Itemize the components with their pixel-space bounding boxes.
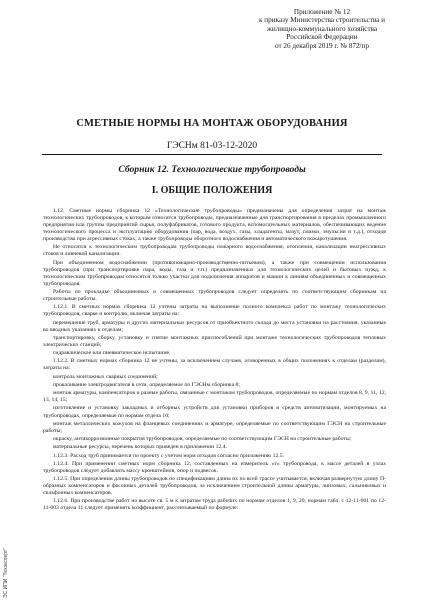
paragraph: 1.12.6. При производстве работ на высоте св. 5 м к затратам труда рабочих по нормам отделов 1, 9, 20, нормам табл. с 12-11-001 по 12-11-003 отдела 11 следует применять коэффициент, рассчитываемый по формуле: (43, 498, 386, 512)
paragraph: Не относятся к технологическим трубопроводам трубопроводы пожарного водоснабжения, отопления, канализации неагрессивных стоков и ливневой канализации. (43, 244, 386, 258)
paragraph: монтаж арматуры, компенсаторов и разные работы, связанные с монтажом трубопроводов, определяемые по нормам отделов 8, 9, 11, 12, 13, 14, 15; (43, 390, 386, 404)
body-text (43, 208, 386, 514)
paragraph: монтаж металлических кожухов на фланцевых соединениях и арматуре, определяемые по соответствующим ГЭСН на строительные работы; (43, 420, 386, 434)
document-title: СМЕТНЫЕ НОРМЫ НА МОНТАЖ ОБОРУДОВАНИЯ (76, 118, 348, 129)
collection-title: Сборник 12. Технологические трубопроводы (118, 164, 306, 175)
appendix-line: жилищно-коммунального хозяйства (266, 24, 378, 33)
paragraph: контроль монтажных сварных соединений; (53, 373, 158, 380)
paragraph: окраску, антикоррозионные покрытия трубопроводов, определяемые по соответствующим ГЭСН на строительные работы; (53, 436, 352, 443)
paragraph: транспортировку, сборку, установку и снятие монтажных приспособлений при монтаже технологических трубопроводов тепловых электрических станций; (43, 334, 386, 348)
paragraph: При объединенном водоснабжении (противопожарно-производственно-питьевом), а также при совмещении использования трубопроводов (при транспортировке пара, воды, газа и т.п.) предназначенных для технологических целей и бытовых нужд, к технологическим трубопроводам относятся только участки для подключения аппаратов и машин к линиям объединенных и совмещенных трубопроводов. (43, 259, 386, 287)
paragraph: 1.12.2. В сметных нормах сборника 12 не учтены, за исключением случаев, оговоренных в общих положениях к отделам (разделам), затраты на: (43, 358, 386, 372)
appendix-line: к приказу Министерства строительства и (258, 16, 385, 25)
paragraph: 1.12. Сметные нормы сборника 12 «Технологические трубопроводы» предназначены для определения затрат на монтаж технологических трубопроводов, к которым относятся трубопроводы, предназначенные для транспортирования в пределах промышленного предприятия или группы предприятий сырья, полуфабрикатов, готового продукта, вспомогательных материалов, обеспечивающих ведение технологического процесса и эксплуатацию оборудования (пар, вода, воздух, газы, хладагенты, мазут, смазки, эмульсии и т.д.), отходов производства при агрессивных стоках, а также трубопроводы оборотного водоснабжения и автоматического пожаротушения. (43, 208, 386, 243)
paragraph: прокаливание электродвигателя в сети, определяемое по ГЭСНм сборника 8; (53, 381, 240, 388)
paragraph: Работы по прокладке объединенных и совмещенных трубопроводов следует определять по соответствующим сборникам на строительные работы. (43, 289, 386, 303)
paragraph: материальные ресурсы, перечень которых приведен в приложении 12.4. (53, 444, 227, 451)
paragraph: изготовление и установку закладных и отборных устройств для установки приборов и средств автоматизации, монтируемых на трубопроводах, определяемые по нормам отдела 10; (43, 405, 386, 419)
paragraph: 1.12.4. При применении сметных норм сборника 12, составленных на измеритель «т» трубопровода, к массе деталей в узлах трубопроводов следует добавлять массу кронштейнов, опор и подвесок. (43, 460, 386, 474)
paragraph: 1.12.3. Расход труб принимается по проекту с учетом норм отходов согласно приложению 12.5. (53, 452, 284, 459)
section-heading: I. ОБЩИЕ ПОЛОЖЕНИЯ (151, 185, 273, 196)
paragraph: перемещение труб, арматуры и других материальных ресурсов от приобъектного склада до места установки на расстояния, указанные во вводных указаниях к отделам; (43, 319, 386, 333)
appendix-line: Приложение № 12 (293, 8, 351, 16)
paragraph: гидравлическое или пневматическое испытание. (53, 350, 171, 357)
appendix-line: от 26 декабря 2019 г. № 872/пр (275, 41, 369, 50)
paragraph: 1.12.5. При определении длины трубопроводов по спецификациям длина их по всей трассе учитывается, включая развернутую длину П-образных компенсаторов и фасонных деталей трубопроводов, за исключением строительной длины арматуры, линзовых, сальниковых и сильфонных компенсаторов. (43, 476, 386, 497)
document-code: ГЭСНм 81-03-12-2020 (166, 141, 258, 151)
divider (42, 154, 382, 155)
appendix-header (232, 8, 412, 50)
appendix-line: Российской Федерации (286, 33, 358, 42)
side-watermark: ЭС ИПИ "Техэксперт" (3, 547, 9, 598)
paragraph: 1.12.1. В сметных нормах сборника 12 учтены затраты на выполнение полного комплекса работ по монтажу технологических трубопроводов, сварке и контролю, включая затраты на: (43, 304, 386, 318)
